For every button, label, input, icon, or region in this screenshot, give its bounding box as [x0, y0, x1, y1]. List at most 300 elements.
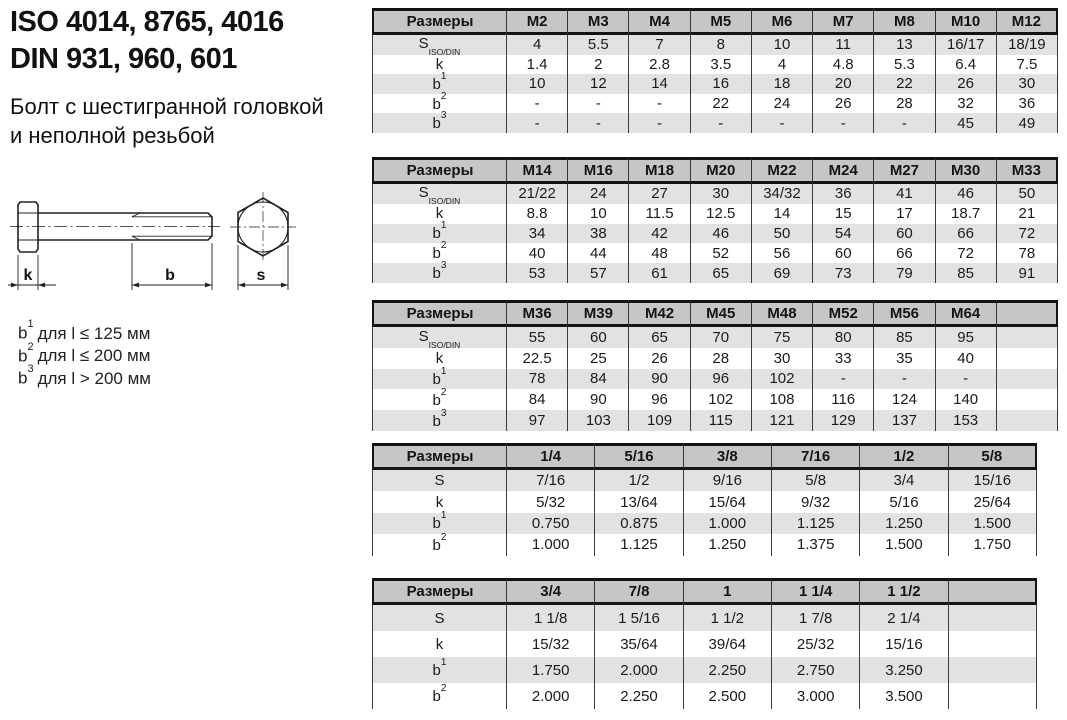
b-arrow-left — [132, 283, 139, 288]
bolt-head-end-view-hexagon — [238, 198, 288, 256]
s-arrow-right — [281, 283, 288, 288]
value-cell: 16 — [691, 74, 752, 94]
sizes-header-cell: Размеры — [372, 8, 507, 35]
row-label — [372, 204, 507, 224]
table-row — [372, 94, 1058, 114]
value-cell: 9/16 — [684, 470, 772, 491]
dimension-table — [372, 443, 1037, 556]
row-label-symbol: b — [432, 391, 441, 409]
value-cell: 2.000 — [595, 657, 683, 683]
size-column-header: M22 — [752, 157, 813, 184]
value-cell: 41 — [874, 184, 935, 204]
value-cell: 10 — [568, 204, 629, 224]
value-cell: 3.500 — [860, 683, 948, 709]
size-column-header: M10 — [936, 8, 997, 35]
row-label-superscript: 1 — [440, 510, 447, 522]
row-label-symbol: b — [432, 370, 441, 388]
value-cell: 12 — [568, 74, 629, 94]
value-cell: 6.4 — [936, 55, 997, 75]
value-cell: 10 — [752, 35, 813, 55]
value-cell: 84 — [507, 389, 568, 410]
row-label-superscript: 2 — [440, 90, 447, 102]
row-label-symbol: b — [432, 75, 441, 93]
row-label-superscript: 1 — [440, 657, 447, 668]
value-cell: 66 — [936, 224, 997, 244]
value-cell: 1/2 — [595, 470, 683, 491]
value-cell: 40 — [936, 348, 997, 369]
value-cell: 25/32 — [772, 631, 860, 657]
row-label-symbol: b — [432, 115, 441, 133]
note-b1-text: для l ≤ 125 мм — [37, 323, 151, 343]
size-column-header: M12 — [997, 8, 1058, 35]
dimension-table — [372, 157, 1058, 283]
value-cell: 2.250 — [595, 683, 683, 709]
value-cell: 5/32 — [507, 491, 595, 512]
value-cell: 4.8 — [813, 55, 874, 75]
sizes-header-cell: Размеры — [372, 157, 507, 184]
value-cell: 61 — [629, 263, 690, 283]
value-cell: 96 — [691, 369, 752, 390]
row-label — [372, 260, 507, 283]
size-column-header: M16 — [568, 157, 629, 184]
size-column-header: M30 — [936, 157, 997, 184]
value-cell: 35/64 — [595, 631, 683, 657]
note-b2-text: для l ≤ 200 мм — [37, 346, 151, 366]
row-label — [372, 386, 507, 410]
value-cell: 22 — [691, 94, 752, 114]
size-column-header: M39 — [568, 300, 629, 327]
table-row — [372, 263, 1058, 283]
row-label-symbol: b — [432, 536, 441, 554]
table-row — [372, 184, 1058, 204]
value-cell: 15/32 — [507, 631, 595, 657]
table-row — [372, 605, 1037, 631]
value-cell: 66 — [874, 243, 935, 263]
value-cell: 1 1/2 — [684, 605, 772, 631]
value-cell: 102 — [691, 389, 752, 410]
value-cell: 17 — [874, 204, 935, 224]
value-cell: 27 — [629, 184, 690, 204]
value-cell: 15/16 — [860, 631, 948, 657]
row-label-superscript: 3 — [440, 260, 447, 272]
row-label — [372, 348, 507, 369]
value-cell: 153 — [936, 410, 997, 431]
size-column-header: 1 — [684, 578, 772, 605]
value-cell: 30 — [752, 348, 813, 369]
note-b3 — [18, 365, 151, 388]
value-cell: 1.125 — [595, 534, 683, 555]
value-cell — [997, 410, 1058, 431]
value-cell: 26 — [813, 94, 874, 114]
value-cell: 85 — [936, 263, 997, 283]
value-cell: 90 — [629, 369, 690, 390]
value-cell: - — [752, 113, 813, 133]
value-cell: 80 — [813, 327, 874, 348]
row-label-superscript: 1 — [440, 220, 447, 232]
value-cell: 1.500 — [860, 534, 948, 555]
value-cell: 70 — [691, 327, 752, 348]
s-arrow-left — [238, 283, 245, 288]
value-cell: 2.000 — [507, 683, 595, 709]
value-cell: - — [507, 113, 568, 133]
value-cell: 34 — [507, 224, 568, 244]
row-label-symbol: S — [434, 609, 445, 627]
value-cell: 14 — [629, 74, 690, 94]
size-column-header: M45 — [691, 300, 752, 327]
product-description — [10, 92, 324, 150]
row-label — [372, 470, 507, 491]
note-b1-symbol: b — [18, 323, 28, 343]
value-cell: - — [568, 94, 629, 114]
value-cell: 108 — [752, 389, 813, 410]
value-cell: 20 — [813, 74, 874, 94]
value-cell: 36 — [997, 94, 1058, 114]
size-column-header: M52 — [813, 300, 874, 327]
value-cell: - — [629, 94, 690, 114]
row-label-symbol: b — [432, 688, 441, 705]
row-label — [372, 510, 507, 534]
value-cell: 78 — [997, 243, 1058, 263]
value-cell: 1.000 — [507, 534, 595, 555]
note-b2-sup: 2 — [27, 340, 34, 353]
size-column-header: 5/16 — [595, 443, 683, 470]
value-cell: 28 — [874, 94, 935, 114]
value-cell: 56 — [752, 243, 813, 263]
value-cell: - — [874, 369, 935, 390]
table-row — [372, 74, 1058, 94]
value-cell: 1 1/8 — [507, 605, 595, 631]
table-row — [372, 470, 1037, 491]
value-cell: 1.125 — [772, 513, 860, 534]
value-cell: 21 — [997, 204, 1058, 224]
dim-table-metric-m36-m64 — [372, 300, 1058, 431]
dim-table-metric-m14-m33 — [372, 157, 1058, 283]
value-cell: 53 — [507, 263, 568, 283]
table-row — [372, 389, 1058, 410]
row-label-symbol: S — [418, 327, 429, 345]
dim-table-inch-threequarters-to-oneandhalf — [372, 578, 1037, 709]
value-cell: 46 — [691, 224, 752, 244]
value-cell: 2 1/4 — [860, 605, 948, 631]
value-cell: 129 — [813, 410, 874, 431]
table-row — [372, 224, 1058, 244]
value-cell: 121 — [752, 410, 813, 431]
row-label — [372, 110, 507, 133]
sizes-header-cell: Размеры — [372, 443, 507, 470]
row-label-symbol: k — [435, 349, 444, 367]
value-cell: 116 — [813, 389, 874, 410]
value-cell: 13/64 — [595, 491, 683, 512]
row-label — [372, 683, 507, 709]
row-label-subscript: ISO/DIN — [428, 339, 461, 350]
row-label-subscript: ISO/DIN — [428, 47, 461, 58]
value-cell: 8 — [691, 35, 752, 55]
value-cell: 7.5 — [997, 55, 1058, 75]
row-label-symbol: b — [432, 245, 441, 263]
k-arrow-left — [11, 283, 18, 288]
value-cell: 2.750 — [772, 657, 860, 683]
row-label — [372, 631, 507, 657]
size-column-header: 7/8 — [595, 578, 683, 605]
value-cell: 60 — [874, 224, 935, 244]
row-label — [372, 184, 507, 207]
table-row — [372, 534, 1037, 555]
size-column-header: 7/16 — [772, 443, 860, 470]
row-label-symbol: S — [418, 184, 429, 202]
row-label-symbol: b — [432, 515, 441, 533]
value-cell — [949, 631, 1037, 657]
value-cell: 15 — [813, 204, 874, 224]
value-cell: 5/8 — [772, 470, 860, 491]
row-label-symbol: S — [434, 472, 445, 490]
size-column-header: M4 — [629, 8, 690, 35]
value-cell: 1.250 — [684, 534, 772, 555]
value-cell: 65 — [691, 263, 752, 283]
value-cell: - — [936, 369, 997, 390]
value-cell: 115 — [691, 410, 752, 431]
value-cell: 54 — [813, 224, 874, 244]
value-cell: 13 — [874, 35, 935, 55]
table-row — [372, 491, 1037, 512]
row-label — [372, 531, 507, 555]
size-column-header: M6 — [752, 8, 813, 35]
size-column-header: 1/2 — [860, 443, 948, 470]
value-cell: 55 — [507, 327, 568, 348]
size-column-header: M2 — [507, 8, 568, 35]
table-row — [372, 410, 1058, 431]
dimension-table — [372, 578, 1037, 709]
value-cell: 42 — [629, 224, 690, 244]
value-cell: 50 — [997, 184, 1058, 204]
row-label-superscript: 2 — [440, 531, 447, 543]
size-column-header: 3/4 — [507, 578, 595, 605]
table-row — [372, 113, 1058, 133]
value-cell — [997, 389, 1058, 410]
value-cell: 30 — [691, 184, 752, 204]
table-row — [372, 243, 1058, 263]
value-cell: 60 — [813, 243, 874, 263]
value-cell: 15/16 — [949, 470, 1037, 491]
size-column-header: M24 — [813, 157, 874, 184]
value-cell: 25/64 — [949, 491, 1037, 512]
table-row — [372, 348, 1058, 369]
dimension-table — [372, 8, 1058, 133]
thread-length-notes — [18, 320, 151, 388]
value-cell: - — [629, 113, 690, 133]
value-cell: 1.750 — [507, 657, 595, 683]
note-b3-sup: 3 — [27, 363, 34, 376]
value-cell: 4 — [752, 55, 813, 75]
size-column-header: M56 — [874, 300, 935, 327]
value-cell: 103 — [568, 410, 629, 431]
row-label-superscript: 2 — [440, 386, 447, 398]
value-cell: 1 7/8 — [772, 605, 860, 631]
row-label-symbol: k — [435, 493, 444, 511]
row-label — [372, 90, 507, 114]
size-column-header: M42 — [629, 300, 690, 327]
value-cell: 65 — [629, 327, 690, 348]
value-cell: 3.000 — [772, 683, 860, 709]
dim-table-metric-m2-m12 — [372, 8, 1058, 133]
value-cell: 10 — [507, 74, 568, 94]
row-label-symbol: b — [432, 95, 441, 113]
k-dim-label: k — [23, 267, 33, 284]
row-label — [372, 327, 507, 348]
value-cell: 95 — [936, 327, 997, 348]
din-standards-line: DIN 931, 960, 601 — [10, 43, 237, 75]
value-cell — [997, 369, 1058, 390]
value-cell: 40 — [507, 243, 568, 263]
value-cell: 102 — [752, 369, 813, 390]
row-label — [372, 220, 507, 244]
value-cell: 45 — [936, 113, 997, 133]
value-cell: 73 — [813, 263, 874, 283]
row-label-symbol: S — [418, 35, 429, 53]
table-row — [372, 55, 1058, 75]
row-label — [372, 365, 507, 390]
table-row — [372, 204, 1058, 224]
size-column-header: M20 — [691, 157, 752, 184]
value-cell: 24 — [568, 184, 629, 204]
value-cell: 2 — [568, 55, 629, 75]
value-cell: 7/16 — [507, 470, 595, 491]
value-cell: 79 — [874, 263, 935, 283]
value-cell: 2.8 — [629, 55, 690, 75]
value-cell: 97 — [507, 410, 568, 431]
value-cell: 49 — [997, 113, 1058, 133]
value-cell: 72 — [997, 224, 1058, 244]
size-column-header: 5/8 — [949, 443, 1037, 470]
value-cell: 46 — [936, 184, 997, 204]
value-cell: 3.250 — [860, 657, 948, 683]
table-row — [372, 657, 1037, 683]
b-dim-label: b — [165, 267, 175, 284]
value-cell: 38 — [568, 224, 629, 244]
value-cell: 69 — [752, 263, 813, 283]
size-column-header: 1 1/2 — [860, 578, 948, 605]
row-label-superscript: 1 — [440, 70, 447, 82]
note-b1 — [18, 320, 151, 343]
value-cell: - — [813, 113, 874, 133]
table-row — [372, 683, 1037, 709]
value-cell: 30 — [997, 74, 1058, 94]
value-cell: 48 — [629, 243, 690, 263]
value-cell: 33 — [813, 348, 874, 369]
value-cell: 39/64 — [684, 631, 772, 657]
size-column-header: 3/8 — [684, 443, 772, 470]
bolt-technical-drawing — [8, 186, 328, 298]
row-label-superscript: 3 — [440, 407, 447, 419]
value-cell: 8.8 — [507, 204, 568, 224]
row-label — [372, 407, 507, 431]
sizes-header-cell: Размеры — [372, 300, 507, 327]
value-cell — [997, 327, 1058, 348]
value-cell: 9/32 — [772, 491, 860, 512]
value-cell: 96 — [629, 389, 690, 410]
value-cell: 90 — [568, 389, 629, 410]
value-cell: 1.750 — [949, 534, 1037, 555]
value-cell: 22 — [874, 74, 935, 94]
row-label — [372, 657, 507, 683]
value-cell: 2.250 — [684, 657, 772, 683]
row-label-superscript: 2 — [440, 240, 447, 252]
value-cell: 1.4 — [507, 55, 568, 75]
size-column-header: M8 — [874, 8, 935, 35]
row-label-superscript: 1 — [440, 365, 447, 377]
b-arrow-right — [205, 283, 212, 288]
iso-standards-line: ISO 4014, 8765, 4016 — [10, 6, 284, 38]
size-column-header: M48 — [752, 300, 813, 327]
size-column-header: 1/4 — [507, 443, 595, 470]
value-cell: 18 — [752, 74, 813, 94]
value-cell: 15/64 — [684, 491, 772, 512]
value-cell — [949, 657, 1037, 683]
value-cell — [949, 605, 1037, 631]
note-b3-text: для l > 200 мм — [37, 368, 151, 388]
size-column-header: M27 — [874, 157, 935, 184]
value-cell: 137 — [874, 410, 935, 431]
description-line-2: и неполной резьбой — [10, 123, 215, 148]
size-column-header: M3 — [568, 8, 629, 35]
value-cell: - — [691, 113, 752, 133]
table-row — [372, 369, 1058, 390]
sizes-header-cell: Размеры — [372, 578, 507, 605]
row-label — [372, 35, 507, 58]
value-cell: 14 — [752, 204, 813, 224]
row-label — [372, 491, 507, 512]
dimension-table — [372, 300, 1058, 431]
row-label-symbol: k — [435, 205, 444, 223]
value-cell: 35 — [874, 348, 935, 369]
value-cell: 28 — [691, 348, 752, 369]
size-column-header — [997, 300, 1058, 327]
size-column-header: M33 — [997, 157, 1058, 184]
value-cell: 4 — [507, 35, 568, 55]
value-cell: 140 — [936, 389, 997, 410]
row-label — [372, 70, 507, 94]
value-cell: 1 5/16 — [595, 605, 683, 631]
value-cell: 91 — [997, 263, 1058, 283]
table-row — [372, 631, 1037, 657]
row-label-superscript: 3 — [440, 110, 447, 122]
value-cell: 85 — [874, 327, 935, 348]
row-label-superscript: 2 — [440, 683, 447, 694]
note-b3-symbol: b — [18, 368, 28, 388]
table-row — [372, 513, 1037, 534]
size-column-header: 1 1/4 — [772, 578, 860, 605]
value-cell: 24 — [752, 94, 813, 114]
value-cell: 5.3 — [874, 55, 935, 75]
value-cell: 25 — [568, 348, 629, 369]
value-cell: 44 — [568, 243, 629, 263]
size-column-header: M5 — [691, 8, 752, 35]
value-cell: 5.5 — [568, 35, 629, 55]
value-cell: 34/32 — [752, 184, 813, 204]
row-label-symbol: k — [435, 55, 444, 73]
row-label — [372, 240, 507, 263]
value-cell: 60 — [568, 327, 629, 348]
value-cell: 22.5 — [507, 348, 568, 369]
note-b2 — [18, 340, 151, 366]
value-cell: - — [507, 94, 568, 114]
value-cell: 0.750 — [507, 513, 595, 534]
size-column-header: M7 — [813, 8, 874, 35]
value-cell: 36 — [813, 184, 874, 204]
value-cell: 52 — [691, 243, 752, 263]
value-cell — [997, 348, 1058, 369]
value-cell: 32 — [936, 94, 997, 114]
size-column-header — [949, 578, 1037, 605]
